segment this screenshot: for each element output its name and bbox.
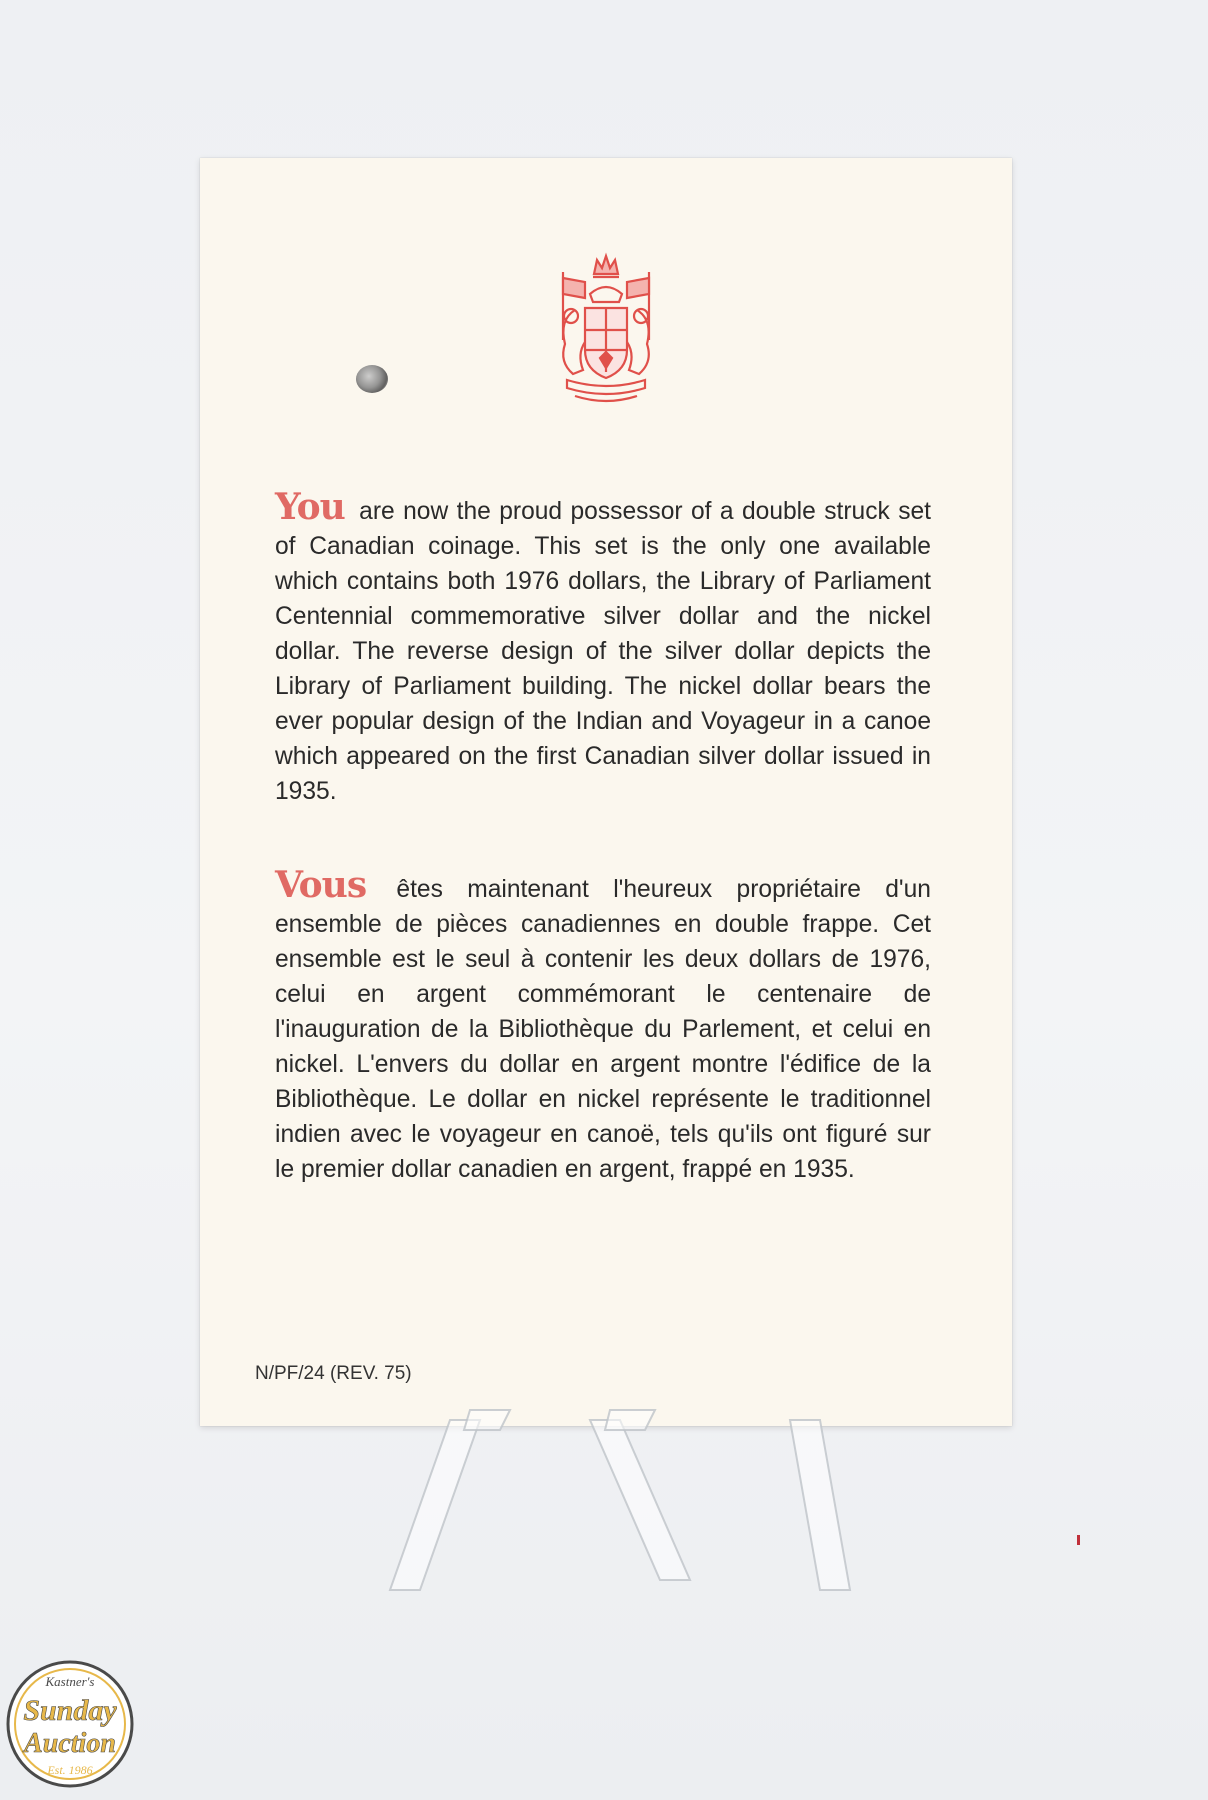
pin-dent [356, 365, 388, 393]
logo-line4: Est. 1986 [47, 1763, 93, 1777]
english-text: are now the proud possessor of a double struck set of Canadian coinage. This set is the only one available which contains both 1976 dollars, the Library of Parliament Centennial commemorative silver dollar and the nickel dollar. The reverse design of the silver dollar depicts the Library of Parliament building. The nickel dollar bears the ever popular design of the Indian and Voyageur in a canoe which appeared on the first Canadian silver dollar issued in 1935. [275, 498, 931, 805]
coat-of-arms-icon [545, 250, 667, 406]
form-code: N/PF/24 (REV. 75) [255, 1363, 412, 1384]
logo-line1: Kastner's [45, 1674, 95, 1689]
english-initial: You [275, 486, 345, 528]
watermark-logo [4, 1658, 136, 1790]
logo-line3: Auction [24, 1728, 116, 1759]
acrylic-stand [380, 1400, 900, 1600]
red-mark [1077, 1535, 1080, 1545]
info-card [200, 158, 1012, 1426]
french-initial: Vous [275, 864, 367, 906]
english-paragraph [275, 486, 931, 809]
logo-line2: Sunday [23, 1694, 117, 1727]
french-text: êtes maintenant l'heureux propriétaire d'un ensemble de pièces canadiennes en double frappe. Cet ensemble est le seul à contenir les deux dollars de 1976, celui en argent commémorant le centenaire de l'inauguration de la Bibliothèque du Parlement, et celui en nickel. L'envers du dollar en argent montre l'édifice de la Bibliothèque. Le dollar en nickel représente le traditionnel indien avec le voyageur en canoë, tels qu'ils ont figuré sur le premier dollar canadien en argent, frappé en 1935. [275, 876, 931, 1183]
french-paragraph [275, 864, 931, 1187]
